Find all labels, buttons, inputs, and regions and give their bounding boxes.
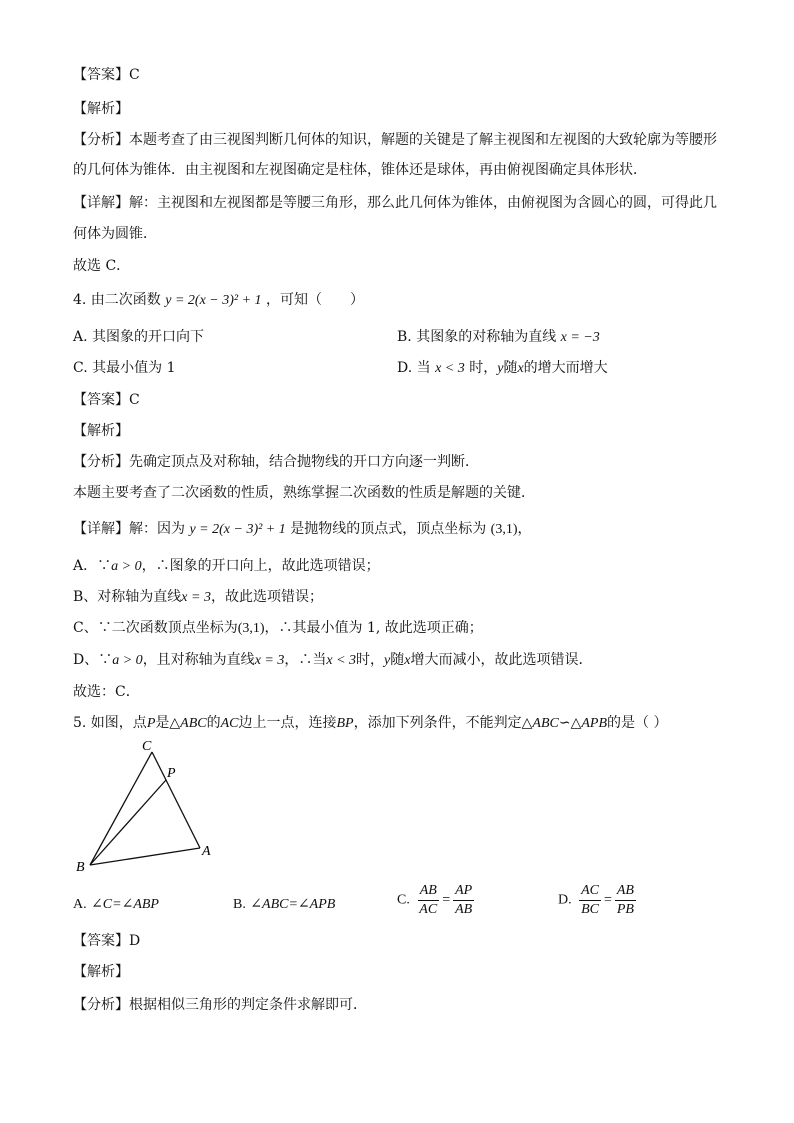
q4-xj-mid: 是抛物线的顶点式，顶点坐标为 <box>290 521 487 537</box>
q5-option-d-prefix: D. <box>558 892 572 908</box>
q4-stem <box>73 291 364 310</box>
q5-stem-1: 5. 如图，点 <box>73 715 147 731</box>
q4-fenxi: 【分析】先确定顶点及对称轴，结合抛物线的开口方向逐一判断． <box>73 454 479 470</box>
q4-analysis-label: 【解析】 <box>73 423 129 439</box>
side-ca <box>152 752 200 848</box>
q4-xj-vertex: (3,1) <box>490 522 518 537</box>
q5-stem-5: ，添加下列条件，不能判定△ <box>353 715 533 731</box>
q4-option-d-suffix: 的增大而增大 <box>523 360 608 376</box>
q5-option-a <box>73 895 159 914</box>
q4-stem-prefix: 4. 由二次函数 <box>73 292 161 308</box>
q5-fenxi: 【分析】根据相似三角形的判定条件求解即可． <box>73 997 367 1013</box>
q4-line-a-prefix: A．∵ <box>73 558 112 574</box>
q5-option-d-num1: AC <box>579 883 601 901</box>
q5-stem-p: P <box>146 716 156 731</box>
q3-fenxi-line2: 的几何体为锥体．由主视图和左视图确定是柱体，锥体还是球体，再由俯视图确定具体形状． <box>73 162 647 178</box>
q5-stem-bp: BP <box>336 716 354 731</box>
q4-xj-end: ， <box>517 521 532 537</box>
segment-bp <box>90 780 166 865</box>
q4-answer: 【答案】C <box>73 392 140 408</box>
q4-line-d-mid4: 随 <box>390 652 405 668</box>
q4-line-b-suffix: ，故此选项错误； <box>210 589 323 605</box>
label-p: P <box>167 766 176 781</box>
q5-option-b <box>233 895 335 914</box>
q4-stem-suffix: ，可知（ ） <box>266 292 365 308</box>
q4-option-d-prefix: D. 当 <box>397 360 431 376</box>
q5-stem-3: 的 <box>206 715 221 731</box>
q4-xiangjie <box>73 520 531 539</box>
q4-option-b-expr: x = −3 <box>560 330 600 345</box>
q5-answer: 【答案】D <box>73 933 141 949</box>
q5-analysis-label: 【解析】 <box>73 964 129 980</box>
q5-option-c-frac1 <box>417 883 439 918</box>
triangle-diagram <box>70 735 220 875</box>
q5-option-c <box>397 883 477 918</box>
q4-line-c <box>73 619 483 638</box>
q4-option-d-expr2: y <box>497 361 504 376</box>
q5-option-c-num1: AB <box>418 883 439 901</box>
q5-option-b-prefix: B. <box>233 897 246 912</box>
q4-line-a-suffix: ，∴图象的开口向上，故此选项错误； <box>141 558 380 574</box>
label-c: C <box>142 739 152 754</box>
q4-line-a <box>73 557 380 576</box>
q5-option-c-num2: AP <box>453 883 474 901</box>
q4-line-a-expr: a > 0 <box>111 559 142 574</box>
q4-option-c: C. 其最小值为 1 <box>73 360 176 376</box>
q4-line-b-expr: x = 3 <box>181 590 211 605</box>
q5-stem-ac: AC <box>220 716 239 731</box>
q5-option-d-num2: AB <box>615 883 636 901</box>
q5-option-c-den1: AC <box>419 902 438 917</box>
label-a: A <box>202 844 211 859</box>
q5-option-c-eq: = <box>442 892 451 908</box>
q4-line-d-expr4: y <box>384 653 391 668</box>
triangle-figure <box>70 735 220 879</box>
q5-option-a-prefix: A. <box>73 897 87 912</box>
q4-line-d-expr5: x <box>404 653 411 668</box>
q5-option-d-den2: PB <box>616 902 634 917</box>
q3-xiangjie-line1: 【详解】解：主视图和左视图都是等腰三角形，那么此几何体为锥体，由俯视图为含圆心的圆，可得此几 <box>73 195 717 211</box>
q4-line-d <box>73 651 592 670</box>
q5-option-c-den2: AB <box>455 902 473 917</box>
q5-option-d-den1: BC <box>581 902 599 917</box>
q4-xj-prefix: 【详解】解：因为 <box>73 521 185 537</box>
q4-line-d-suffix: 增大而减小，故此选项错误． <box>410 652 593 668</box>
q4-stem-expr: y = 2(x − 3)² + 1 <box>165 293 262 308</box>
q3-analysis-label: 【解析】 <box>73 101 129 117</box>
q4-option-b <box>397 328 600 347</box>
q4-line-c-expr: (3,1) <box>237 621 265 636</box>
side-ba <box>90 848 200 865</box>
q4-line-d-mid3: 时， <box>356 652 385 668</box>
q5-option-d <box>558 883 639 918</box>
q4-line-c-prefix: C、∵二次函数顶点坐标为 <box>73 620 238 636</box>
q4-option-a: A. 其图象的开口向下 <box>73 329 205 345</box>
q4-option-b-prefix: B. 其图象的对称轴为直线 <box>397 329 557 345</box>
side-bc <box>90 752 152 865</box>
label-b: B <box>76 860 85 875</box>
q4-option-d-mid1: 时， <box>469 360 498 376</box>
q4-option-d-mid2: 随 <box>503 360 518 376</box>
q4-line-d-mid1: ，且对称轴为直线 <box>142 652 255 668</box>
q5-option-d-frac1 <box>579 883 601 918</box>
q4-line-d-expr1: a > 0 <box>112 653 143 668</box>
q3-answer: 【答案】C <box>73 67 140 83</box>
q5-stem-4: 边上一点，连接 <box>238 715 337 731</box>
q3-choose: 故选 C． <box>73 258 131 274</box>
q5-stem-7: 的是（ ） <box>607 715 668 731</box>
q3-fenxi-line1: 【分析】本题考查了由三视图判断几何体的知识，解题的关键是了解主视图和左视图的大致轮廓为等腰形 <box>73 132 717 148</box>
q5-stem-apb: APB <box>581 716 607 731</box>
q5-stem-abc2: ABC <box>532 716 559 731</box>
q4-line-b <box>73 588 323 607</box>
q5-stem <box>73 714 667 733</box>
q5-option-d-frac2 <box>615 883 636 918</box>
q5-stem-2: 是△ <box>155 715 181 731</box>
q4-line-d-mid2: ，∴当 <box>284 652 327 668</box>
q5-stem-abc: ABC <box>180 716 207 731</box>
q3-xiangjie-line2: 何体为圆锥． <box>73 226 157 242</box>
q4-option-d-expr1: x < 3 <box>435 361 465 376</box>
q4-line-d-expr3: x < 3 <box>326 653 357 668</box>
q4-xj-expr: y = 2(x − 3)² + 1 <box>189 522 286 537</box>
q5-option-b-expr: ∠ABC=∠APB <box>250 897 336 912</box>
q4-option-d <box>397 359 608 378</box>
q4-line-d-prefix: D、∵ <box>73 652 113 668</box>
q5-option-c-frac2 <box>453 883 474 918</box>
q4-choose: 故选：C． <box>73 684 140 700</box>
q5-option-a-expr: ∠C=∠ABP <box>91 897 159 912</box>
q5-option-c-prefix: C. <box>397 892 410 908</box>
q5-stem-6: ∽△ <box>558 715 582 731</box>
q4-option-d-expr3: x <box>517 361 524 376</box>
q4-line-d-expr2: x = 3 <box>254 653 285 668</box>
q5-option-d-eq: = <box>603 892 612 908</box>
q4-line-c-suffix: ，∴其最小值为 1, 故此选项正确； <box>264 620 483 636</box>
q4-note: 本题主要考查了二次函数的性质，熟练掌握二次函数的性质是解题的关键． <box>73 485 535 501</box>
q4-line-b-prefix: B、对称轴为直线 <box>73 589 182 605</box>
